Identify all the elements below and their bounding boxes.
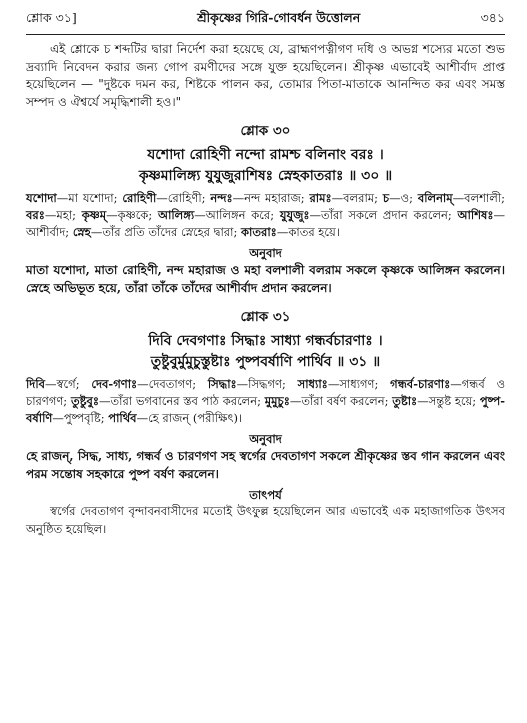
synonym-meaning: বলরাম; bbox=[343, 191, 383, 205]
verse-31-purport: স্বর্গের দেবতাগণ বৃন্দাবনবাসীদের মতোই উৎফুল্ল হয়েছিলেন আর এভাবেই এক মহাজাগতিক উৎসব অনুষ্ঠিত হয়েছিল। bbox=[26, 504, 505, 536]
synonym-meaning: আশীর্বাদ; bbox=[26, 225, 73, 239]
synonym-term: কাতরাঃ bbox=[241, 225, 277, 239]
synonym-term: কৃষ্ণম্ bbox=[81, 208, 107, 222]
synonym-meaning: গন্ধর্ব ও চারণগণ; bbox=[26, 377, 506, 408]
verse-31-translation-heading: অনুবাদ bbox=[249, 432, 282, 446]
synonym-term: গন্ধর্ব-চারণাঃ bbox=[390, 377, 451, 391]
synonym-meaning: দেবতাগণ; bbox=[148, 377, 208, 391]
synonym-meaning: তাঁরা ভগবানের স্তব পাঠ করলেন; bbox=[110, 394, 265, 408]
verse-31-line-1: দিবি দেবগণাঃ সিদ্ধাঃ সাধ্যা গন্ধর্বচারণাঃ । bbox=[148, 333, 383, 349]
synonym-meaning: কাতর হয়ে। bbox=[288, 225, 340, 239]
synonym-term: সাধ্যাঃ bbox=[297, 377, 328, 391]
synonym-term: বরঃ bbox=[26, 208, 45, 222]
synonym-term: আশিষঃ bbox=[457, 208, 494, 222]
verse-31-heading: শ্লোক ৩১ bbox=[240, 309, 291, 325]
synonym-term: তুষ্টাঃ bbox=[392, 394, 418, 408]
synonym-term: আলিঙ্গ্য bbox=[157, 208, 195, 222]
synonym-meaning: ও; bbox=[400, 191, 418, 205]
synonym-meaning: তাঁর প্রতি তাঁদের স্নেহের দ্বারা; bbox=[102, 225, 241, 239]
verse-31-translation: হে রাজন্, সিদ্ধ, সাধ্য, গন্ধর্ব ও চারণগণ সহ স্বর্গের দেবতাগণ সকলে শ্রীকৃষ্ণের স্তব গান করলেন এবং পরম সন্তোষ সহকারে পুষ্প বর্ষণ করলেন। bbox=[26, 449, 505, 481]
header-chapter-title: শ্রীকৃষ্ণের গিরি-গোবর্ধন উত্তোলন bbox=[197, 10, 361, 25]
verse-31-synonyms: দিবি—স্বর্গে; দেব-গণাঃ—দেবতাগণ; সিদ্ধাঃ—সিদ্ধগণ; সাধ্যাঃ—সাধ্যগণ; গন্ধর্ব-চারণাঃ—গন্ধর্ব ও চারণগণ; তুষ্টুবুঃ—তাঁরা ভগবানের স্তব পাঠ করলেন; মুমুচুঃ—তাঁরা বর্ষণ করলেন; তুষ্টাঃ—সন্তুষ্ট হয়ে; পুষ্প-বর্ষাণি—পুষ্পবৃষ্টি; পার্থিব—হে রাজন্ (পরীক্ষিৎ)। bbox=[26, 377, 506, 425]
synonym-meaning: সাধ্যগণ; bbox=[339, 377, 391, 391]
verse-31-line-2: তুষ্টুবুর্মুমুচুস্তুষ্টাঃ পুষ্পবর্ষাণি পার্থিব ॥ ৩১ ॥ bbox=[150, 354, 381, 370]
header-rule bbox=[26, 34, 505, 35]
verse-31-purport-heading: তাৎপর্য bbox=[249, 488, 282, 502]
synonym-term: পুষ্প-বর্ষাণি bbox=[26, 394, 506, 425]
synonym-term: দিবি bbox=[26, 377, 46, 391]
synonym-meaning: সিদ্ধগণ; bbox=[248, 377, 298, 391]
synonym-meaning: বলশালী; bbox=[464, 191, 506, 205]
synonym-term: রামঃ bbox=[309, 191, 332, 205]
verse-30-synonyms: যশোদা—মা যশোদা; রোহিণী—রোহিণী; নন্দঃ—নন্দ মহারাজ; রামঃ—বলরাম; চ—ও; বলিনাম্—বলশালী; বরঃ—মহা; কৃষ্ণম্—কৃষ্ণকে; আলিঙ্গ্য—আলিঙ্গন করে; যুযুজুঃ—তাঁরা সকলে প্রদান করলেন; আশিষঃ—আশীর্বাদ; স্নেহ—তাঁর প্রতি তাঁদের স্নেহের দ্বারা; কাতরাঃ—কাতর হয়ে। bbox=[26, 191, 506, 239]
synonym-term: তুষ্টুবুঃ bbox=[70, 394, 99, 408]
page-number: ৩৪১ bbox=[480, 10, 505, 25]
synonym-term: চ bbox=[382, 191, 390, 205]
verse-30-line-1: যশোদা রোহিণী নন্দো রামশ্চ বলিনাং বরঃ । bbox=[147, 147, 384, 163]
synonym-term: বলিনাম্ bbox=[417, 191, 453, 205]
synonym-term: যশোদা bbox=[26, 191, 57, 205]
synonym-meaning: মা যশোদা; bbox=[68, 191, 123, 205]
synonym-meaning: স্বর্গে; bbox=[56, 377, 92, 391]
synonym-meaning: সন্তুষ্ট হয়ে; bbox=[428, 394, 480, 408]
synonym-meaning: পুষ্পবৃষ্টি; bbox=[63, 411, 109, 425]
synonym-meaning: তাঁরা সকলে প্রদান করলেন; bbox=[321, 208, 458, 222]
synonym-meaning: রোহিণী; bbox=[167, 191, 211, 205]
verse-30-heading: শ্লোক ৩০ bbox=[240, 123, 291, 139]
synonym-meaning: তাঁরা বর্ষণ করলেন; bbox=[301, 394, 393, 408]
synonym-meaning: মহা; bbox=[56, 208, 82, 222]
synonym-meaning: কৃষ্ণকে; bbox=[117, 208, 158, 222]
running-header bbox=[26, 10, 505, 34]
verse-30-line-2: কৃষ্ণমালিঙ্গ্য যুযুজুরাশিষঃ স্নেহকাতরাঃ ॥ ৩০ ॥ bbox=[138, 168, 393, 184]
synonym-meaning: আলিঙ্গন করে; bbox=[205, 208, 280, 222]
intro-paragraph: এই শ্লোকে চ শব্দটির দ্বারা নির্দেশ করা হয়েছে যে, ব্রাহ্মণপত্নীগণ দধি ও অভগ্ন শস্যের মতো শুভ দ্রব্যাদি নিবেদন করার জন্য গোপ রমণীদের সঙ্গে যুক্ত হয়েছিলেন। শ্রীকৃষ্ণ এভাবেই আশীর্বাদ প্রাপ্ত হয়েছিলেন — "দুষ্টকে দমন কর, শিষ্টকে পালন কর, তোমার পিতা-মাতাকে আনন্দিত কর এবং সমস্ত সম্পদ ও ঐশ্বর্যে সমৃদ্ধিশালী হও।" bbox=[26, 42, 505, 109]
header-verse-ref: শ্লোক ৩১] bbox=[26, 10, 77, 25]
synonym-term: পার্থিব bbox=[108, 411, 137, 425]
synonym-meaning: নন্দ মহারাজ; bbox=[244, 191, 310, 205]
synonym-term: নন্দঃ bbox=[210, 191, 233, 205]
synonym-term: রোহিণী bbox=[122, 191, 157, 205]
synonym-term: দেব-গণাঃ bbox=[91, 377, 138, 391]
verse-30-translation-heading: অনুবাদ bbox=[249, 246, 282, 260]
synonym-term: যুযুজুঃ bbox=[279, 208, 310, 222]
synonym-term: মুমুচুঃ bbox=[264, 394, 290, 408]
synonym-term: স্নেহ bbox=[72, 225, 91, 239]
verse-30-translation: মাতা যশোদা, মাতা রোহিণী, নন্দ মহারাজ ও মহা বলশালী বলরাম সকলে কৃষ্ণকে আলিঙ্গন করলেন। স্নেহে অভিভূত হয়ে, তাঁরা তাঁকে তাঁদের আশীর্বাদ প্রদান করলেন। bbox=[26, 263, 505, 295]
synonym-term: সিদ্ধাঃ bbox=[207, 377, 237, 391]
synonym-meaning: হে রাজন্ (পরীক্ষিৎ)। bbox=[148, 411, 243, 425]
